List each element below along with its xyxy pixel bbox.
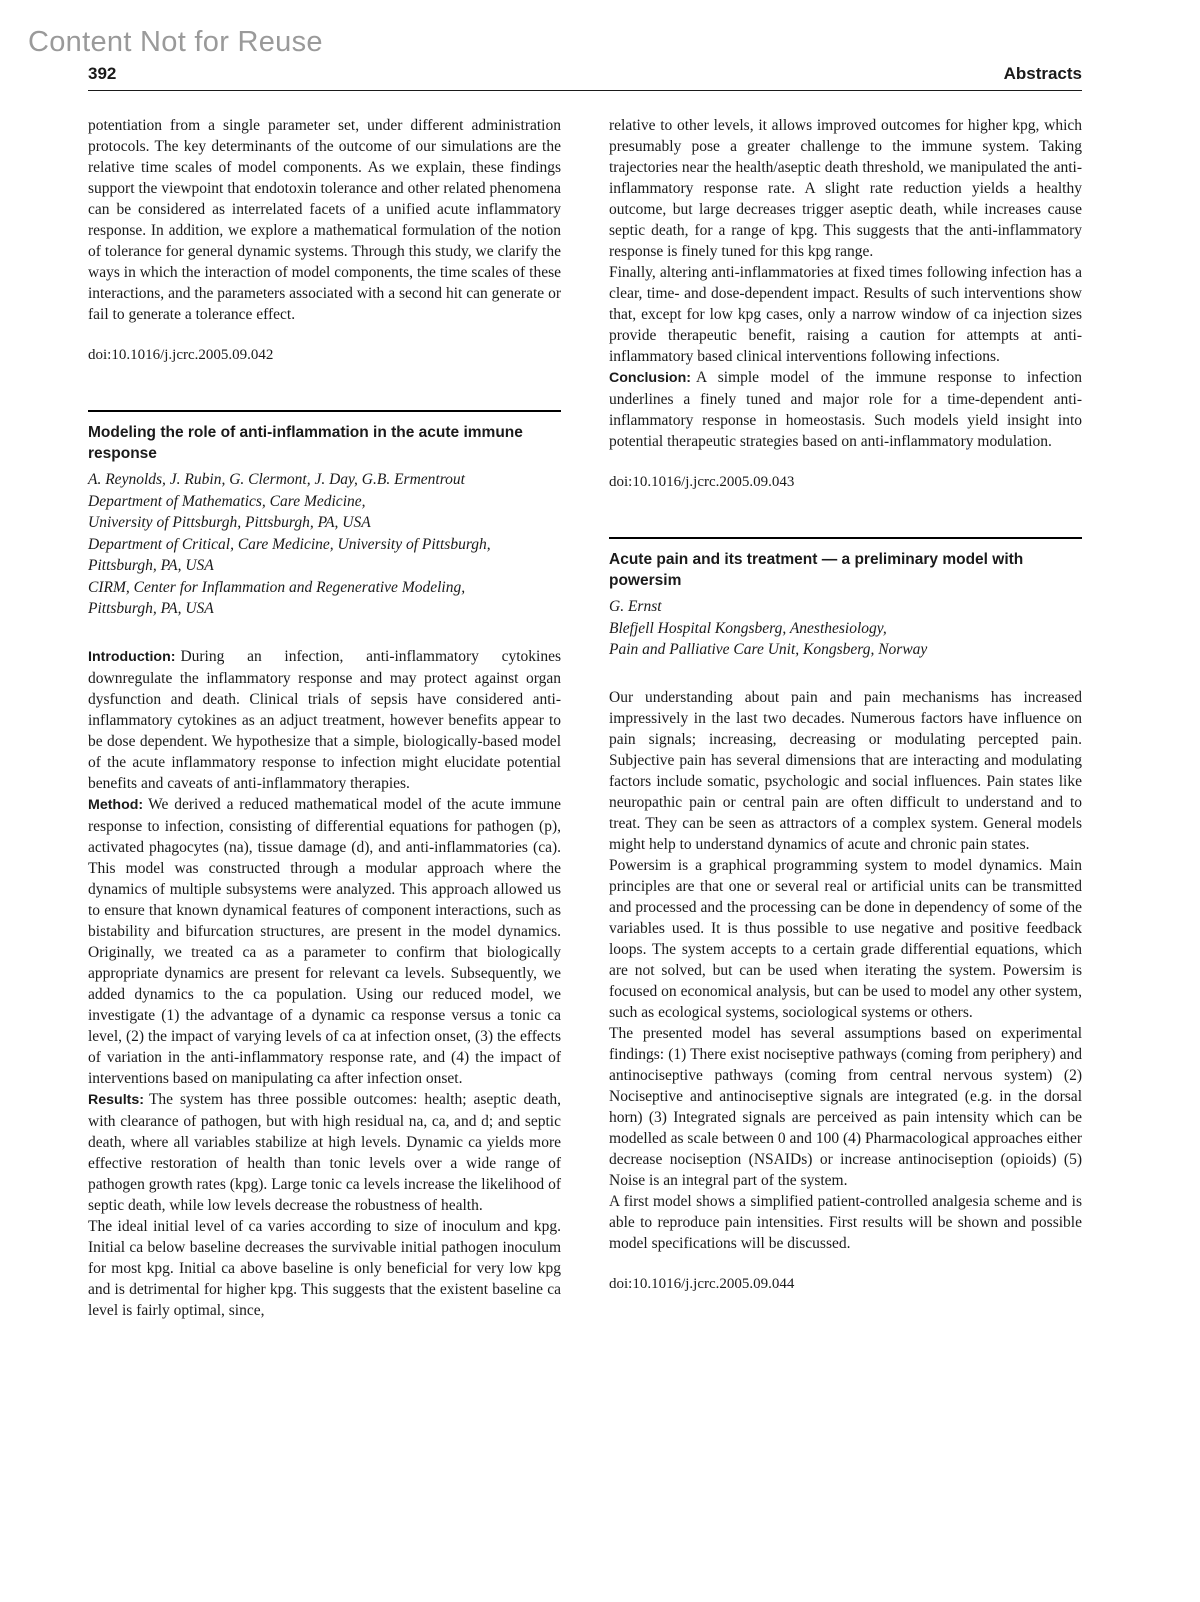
left-column xyxy=(88,115,561,1321)
affiliation-line: Department of Critical, Care Medicine, University of Pittsburgh, xyxy=(88,535,491,553)
affiliation-line: Department of Mathematics, Care Medicine, xyxy=(88,492,366,510)
results-text: The system has three possible outcomes: health; aseptic death, with clearance of pathogen, but with high residual na, ca, and d; and septic death, where all variables stabilize at high levels. Dynamic ca yields more effective restoration of health than tonic levels over a wide range of pathogen growth rates (kpg). Large tonic ca levels increase the likelihood of septic death, while low levels decrease the robustness of health. xyxy=(88,1090,561,1214)
results-continued-paragraph: The ideal initial level of ca varies according to size of inoculum and kpg. Initial ca below baseline decreases the survivable initial pathogen inoculum for most kpg. Initial ca above baseline is only beneficial for very low kpg and is detrimental for higher kpg. This suggests that the existent baseline ca level is fairly optimal, since, xyxy=(88,1217,561,1319)
body-paragraph: Our understanding about pain and pain mechanisms has increased impressively in the last two decades. Numerous factors have influence on pain signals; increasing, decreasing or modulating percepted pain. Subjective pain has several dimensions that are interacting and modulating factors include somatic, psychologic and social influences. Pain states like neuropathic pain or central pain are often difficult to understand and to treat. They can be seen as attractors of a complex system. General models might help to understand dynamics of acute and chronic pain states. xyxy=(609,688,1082,853)
affiliation-line: Pittsburgh, PA, USA xyxy=(88,557,214,574)
two-column-layout xyxy=(88,115,1082,1321)
results-continuation-paragraph: relative to other levels, it allows improved outcomes for higher kpg, which presumably pose a greater challenge to the immune system. Taking trajectories near the health/aseptic death threshold, we manipulated the anti-inflammatory response rate. A slight rate reduction yields a healthy outcome, but large decreases trigger aseptic death, while increases cause septic death, for a range of kpg. This suggests that the anti-inflammatory response is finely tuned for this kpg range. xyxy=(609,117,1082,260)
body-paragraph: A first model shows a simplified patient-controlled analgesia scheme and is able to reproduce pain intensities. First results will be shown and possible model specifications will be discussed. xyxy=(609,1192,1082,1252)
doi-text-043: doi:10.1016/j.jcrc.2005.09.043 xyxy=(609,474,795,490)
conclusion-paragraph xyxy=(609,367,1082,452)
finally-paragraph: Finally, altering anti-inflammatories at fixed times following infection has a clear, time- and dose-dependent impact. Results of such interventions show that, except for low kpg cases, only a narrow window of ca injection sizes provide therapeutic benefit, raising a caution for attempts at anti-inflammatory based clinical interventions following infections. xyxy=(609,264,1082,365)
abstract-title: Modeling the role of anti-inflammation in the acute immune response xyxy=(88,424,523,462)
abstract-authors: G. Ernst xyxy=(609,598,662,615)
page-number: 392 xyxy=(88,64,117,83)
method-text: We derived a reduced mathematical model of the acute immune response to infection, consisting of differential equations for pathogen (p), activated phagocytes (na), tissue damage (d), and anti-inflammatories (ca). This model was constructed through a modular approach where the dynamics of multiple subsystems were analyzed. This approach allowed us to ensure that known dynamical features of component interactions, such as bistability and bifurcation structures, are present in the model dynamics. Originally, we treated ca as a parameter to confirm that biologically appropriate dynamics are present for relevant ca levels. Subsequently, we added dynamics to the ca population. Using our reduced model, we investigate (1) the advantage of a dynamic ca response versus a tonic ca level, (2) the impact of varying levels of ca at infection onset, (3) the effects of variation in the anti-inflammatory response rate, and (4) the impact of interventions based on manipulating ca after infection onset. xyxy=(88,795,561,1087)
watermark: Content Not for Reuse xyxy=(28,26,323,58)
affiliation-line: Pain and Palliative Care Unit, Kongsberg, Norway xyxy=(609,641,928,658)
abstract-authors: A. Reynolds, J. Rubin, G. Clermont, J. Day, G.B. Ermentrout xyxy=(88,471,465,488)
abstract-title: Acute pain and its treatment — a preliminary model with powersim xyxy=(609,551,1024,589)
results-label: Results: xyxy=(88,1091,144,1108)
page-header xyxy=(88,64,1082,91)
method-paragraph xyxy=(88,794,561,1089)
affiliation-line: Pittsburgh, PA, USA xyxy=(88,600,214,617)
body-paragraph: Powersim is a graphical programming system to model dynamics. Main principles are that one or several real or artificial units can be transmitted and processed and the processing can be done in dependency of some of the variables used. It is thus possible to use negative and positive feedback loops. The system accepts to a certain grade differential equations, which are not solved, but can be used when iterating the system. Powersim is focused on economical analysis, but can be used to model any other system, such as ecological systems, sociological systems or others. xyxy=(609,856,1082,1021)
affiliation-line: Blefjell Hospital Kongsberg, Anesthesiology, xyxy=(609,619,887,637)
body-paragraph: The presented model has several assumptions based on experimental findings: (1) There exist nociseptive pathways (coming from periphery) and antinociseptive pathways (coming from central nervous system) (2) Nociseptive and antinociseptive signals are integrated (e.g. in the dorsal horn) (3) Integrated signals are perceived as pain intensity which can be modelled as scale between 0 and 100 (4) Pharmacological approaches either decrease nociseption (NSAIDs) or increase antinociseption (opioids) (5) Noise is an integral part of the system. xyxy=(609,1024,1082,1189)
introduction-text: During an infection, anti-inflammatory cytokines downregulate the inflammatory response and may protect against organ dysfunction and death. Clinical trials of sepsis have considered anti-inflammatory cytokines as an adjuct treatment, however benefits appear to be dose dependent. We hypothesize that a simple, biologically-based model of the acute inflammatory response to infection might elucidate potential benefits and caveats of anti-inflammatory therapies. xyxy=(88,647,561,792)
continuation-paragraph: potentiation from a single parameter set, under different administration protocols. The key determinants of the outcome of our simulations are the relative time scales of model components. As we explain, these findings support the viewpoint that endotoxin tolerance and other related phenomena can be considered as interrelated facets of a unified acute inflammatory response. In addition, we explore a mathematical formulation of the notion of tolerance for general dynamic systems. Through this study, we clarify the ways in which the interaction of model components, the time scales of these interactions, and the parameters associated with a second hit can generate or fail to generate a tolerance effect. xyxy=(88,117,561,323)
introduction-label: Introduction: xyxy=(88,648,176,665)
introduction-paragraph xyxy=(88,646,561,794)
doi-text-044: doi:10.1016/j.jcrc.2005.09.044 xyxy=(609,1275,795,1292)
doi-text-042: doi:10.1016/j.jcrc.2005.09.042 xyxy=(88,347,274,363)
section-divider xyxy=(88,410,561,412)
section-divider xyxy=(609,537,1082,539)
conclusion-text: A simple model of the immune response to infection underlines a finely tuned and major role for a time-dependent anti-inflammatory response in homeostasis. Such models yield insight into potential therapeutic strategies based on anti-inflammatory modulation. xyxy=(609,369,1082,450)
right-column xyxy=(609,115,1082,1321)
results-paragraph xyxy=(88,1089,561,1216)
method-label: Method: xyxy=(88,796,144,813)
conclusion-label: Conclusion: xyxy=(609,370,691,386)
page-header-title: Abstracts xyxy=(1003,64,1082,83)
affiliation-line: University of Pittsburgh, Pittsburgh, PA, USA xyxy=(88,514,371,531)
affiliation-line: CIRM, Center for Inflammation and Regenerative Modeling, xyxy=(88,578,466,596)
